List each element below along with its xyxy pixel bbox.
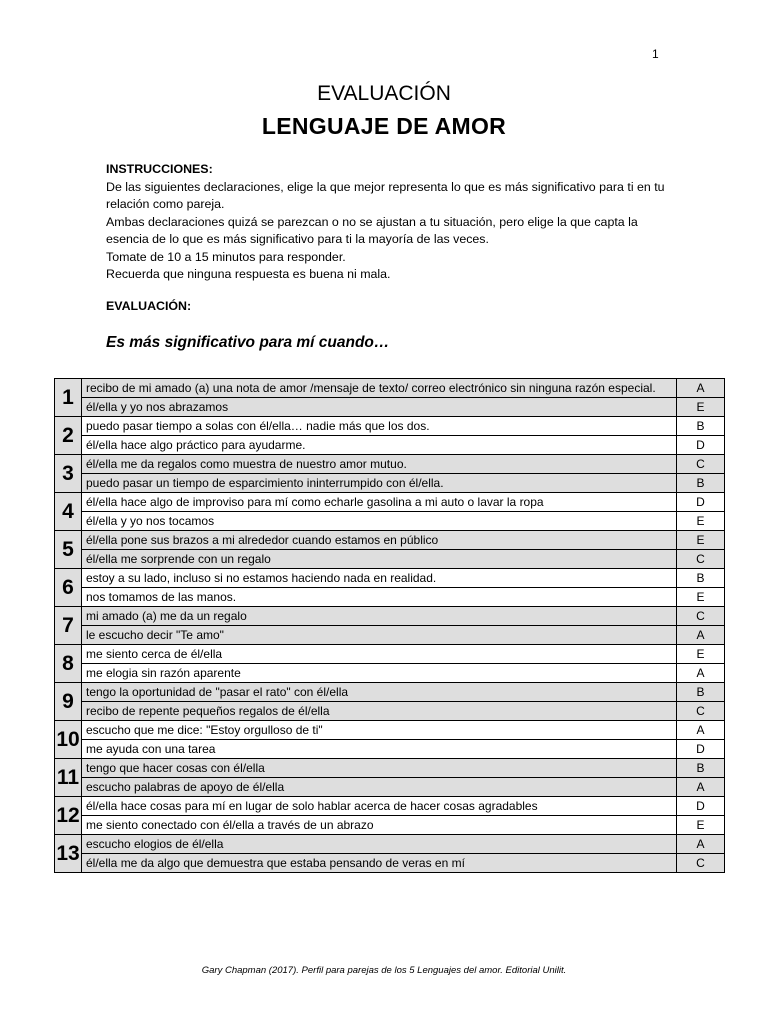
question-option-row bbox=[55, 721, 725, 740]
question-option-row bbox=[55, 759, 725, 778]
question-option-row bbox=[55, 512, 725, 531]
question-option-row bbox=[55, 569, 725, 588]
question-option-row bbox=[55, 626, 725, 645]
instructions-paragraph: Ambas declaraciones quizá se parezcan o no se ajustan a tu situación, pero elige la que capta la esencia de lo que es más significativo para ti la mayoría de las veces. bbox=[106, 214, 638, 246]
instructions-heading: INSTRUCCIONES: bbox=[106, 162, 213, 176]
question-number: 11 bbox=[55, 759, 82, 797]
option-letter[interactable]: A bbox=[677, 835, 725, 854]
question-number: 13 bbox=[55, 835, 82, 873]
option-text: estoy a su lado, incluso si no estamos haciendo nada en realidad. bbox=[82, 569, 677, 588]
option-letter[interactable]: D bbox=[677, 436, 725, 455]
option-letter[interactable]: A bbox=[677, 721, 725, 740]
option-text: nos tomamos de las manos. bbox=[82, 588, 677, 607]
question-option-row bbox=[55, 607, 725, 626]
citation-footer: Gary Chapman (2017). Perfil para parejas de los 5 Lenguajes del amor. Editorial Unilit. bbox=[201, 965, 567, 976]
question-number: 4 bbox=[55, 493, 82, 531]
question-option-row bbox=[55, 436, 725, 455]
option-text: él/ella hace algo práctico para ayudarme. bbox=[82, 436, 677, 455]
question-number: 10 bbox=[55, 721, 82, 759]
option-letter[interactable]: C bbox=[677, 455, 725, 474]
option-text: puedo pasar tiempo a solas con él/ella… nadie más que los dos. bbox=[82, 417, 677, 436]
question-number: 1 bbox=[55, 379, 82, 417]
option-text: me siento cerca de él/ella bbox=[82, 645, 677, 664]
option-letter[interactable]: E bbox=[677, 645, 725, 664]
instructions-paragraph: Tomate de 10 a 15 minutos para responder. bbox=[106, 249, 346, 264]
option-letter[interactable]: C bbox=[677, 854, 725, 873]
question-option-row bbox=[55, 474, 725, 493]
option-letter[interactable]: A bbox=[677, 379, 725, 398]
question-number: 3 bbox=[55, 455, 82, 493]
instructions-paragraph: De las siguientes declaraciones, elige la que mejor representa lo que es más significativo para ti en tu relación como pareja. bbox=[106, 179, 665, 211]
question-number: 2 bbox=[55, 417, 82, 455]
evaluation-heading: EVALUACIÓN: bbox=[106, 299, 192, 313]
option-letter[interactable]: D bbox=[677, 740, 725, 759]
question-option-row bbox=[55, 797, 725, 816]
option-letter[interactable]: B bbox=[677, 474, 725, 493]
question-option-row bbox=[55, 835, 725, 854]
option-text: escucho elogios de él/ella bbox=[82, 835, 677, 854]
option-letter[interactable]: B bbox=[677, 683, 725, 702]
question-option-row bbox=[55, 493, 725, 512]
option-letter[interactable]: E bbox=[677, 816, 725, 835]
option-text: él/ella pone sus brazos a mi alrededor cuando estamos en público bbox=[82, 531, 677, 550]
section-subtitle: Es más significativo para mí cuando… bbox=[106, 334, 390, 351]
option-letter[interactable]: E bbox=[677, 588, 725, 607]
option-text: me ayuda con una tarea bbox=[82, 740, 677, 759]
option-letter[interactable]: B bbox=[677, 417, 725, 436]
option-text: él/ella hace algo de improviso para mí como echarle gasolina a mi auto o lavar la ropa bbox=[82, 493, 677, 512]
page-subtitle-title: LENGUAJE DE AMOR bbox=[261, 113, 507, 139]
option-letter[interactable]: E bbox=[677, 531, 725, 550]
option-text: recibo de mi amado (a) una nota de amor /mensaje de texto/ correo electrónico sin ninguna razón especial. bbox=[82, 379, 677, 398]
option-letter[interactable]: B bbox=[677, 759, 725, 778]
option-letter[interactable]: E bbox=[677, 512, 725, 531]
option-letter[interactable]: E bbox=[677, 398, 725, 417]
option-text: recibo de repente pequeños regalos de él/ella bbox=[82, 702, 677, 721]
option-text: él/ella me da regalos como muestra de nuestro amor mutuo. bbox=[82, 455, 677, 474]
question-option-row bbox=[55, 702, 725, 721]
option-text: él/ella y yo nos abrazamos bbox=[82, 398, 677, 417]
question-number: 5 bbox=[55, 531, 82, 569]
question-option-row bbox=[55, 455, 725, 474]
question-option-row bbox=[55, 645, 725, 664]
question-option-row bbox=[55, 379, 725, 398]
option-letter[interactable]: A bbox=[677, 664, 725, 683]
option-text: escucho que me dice: "Estoy orgulloso de ti" bbox=[82, 721, 677, 740]
question-option-row bbox=[55, 588, 725, 607]
option-letter[interactable]: C bbox=[677, 550, 725, 569]
option-text: él/ella me sorprende con un regalo bbox=[82, 550, 677, 569]
question-option-row bbox=[55, 816, 725, 835]
option-text: tengo que hacer cosas con él/ella bbox=[82, 759, 677, 778]
question-option-row bbox=[55, 398, 725, 417]
question-option-row bbox=[55, 550, 725, 569]
question-number: 12 bbox=[55, 797, 82, 835]
question-option-row bbox=[55, 531, 725, 550]
option-letter[interactable]: B bbox=[677, 569, 725, 588]
question-option-row bbox=[55, 664, 725, 683]
question-option-row bbox=[55, 740, 725, 759]
question-option-row bbox=[55, 778, 725, 797]
option-letter[interactable]: A bbox=[677, 626, 725, 645]
instructions-block bbox=[106, 161, 676, 284]
option-letter[interactable]: C bbox=[677, 702, 725, 721]
option-text: escucho palabras de apoyo de él/ella bbox=[82, 778, 677, 797]
option-letter[interactable]: A bbox=[677, 778, 725, 797]
page-title: EVALUACIÓN bbox=[317, 82, 451, 105]
option-text: él/ella y yo nos tocamos bbox=[82, 512, 677, 531]
option-text: él/ella me da algo que demuestra que estaba pensando de veras en mí bbox=[82, 854, 677, 873]
option-text: mi amado (a) me da un regalo bbox=[82, 607, 677, 626]
question-option-row bbox=[55, 683, 725, 702]
evaluation-table bbox=[54, 378, 725, 873]
option-text: puedo pasar un tiempo de esparcimiento ininterrumpido con él/ella. bbox=[82, 474, 677, 493]
option-text: me elogia sin razón aparente bbox=[82, 664, 677, 683]
question-option-row bbox=[55, 854, 725, 873]
option-letter[interactable]: D bbox=[677, 797, 725, 816]
question-number: 9 bbox=[55, 683, 82, 721]
option-text: me siento conectado con él/ella a través de un abrazo bbox=[82, 816, 677, 835]
question-number: 8 bbox=[55, 645, 82, 683]
option-letter[interactable]: D bbox=[677, 493, 725, 512]
instructions-paragraph: Recuerda que ninguna respuesta es buena ni mala. bbox=[106, 267, 391, 281]
question-number: 7 bbox=[55, 607, 82, 645]
question-option-row bbox=[55, 417, 725, 436]
page-number: 1 bbox=[652, 47, 659, 61]
option-text: él/ella hace cosas para mí en lugar de solo hablar acerca de hacer cosas agradables bbox=[82, 797, 677, 816]
option-letter[interactable]: C bbox=[677, 607, 725, 626]
option-text: tengo la oportunidad de "pasar el rato" con él/ella bbox=[82, 683, 677, 702]
question-number: 6 bbox=[55, 569, 82, 607]
option-text: le escucho decir "Te amo" bbox=[82, 626, 677, 645]
